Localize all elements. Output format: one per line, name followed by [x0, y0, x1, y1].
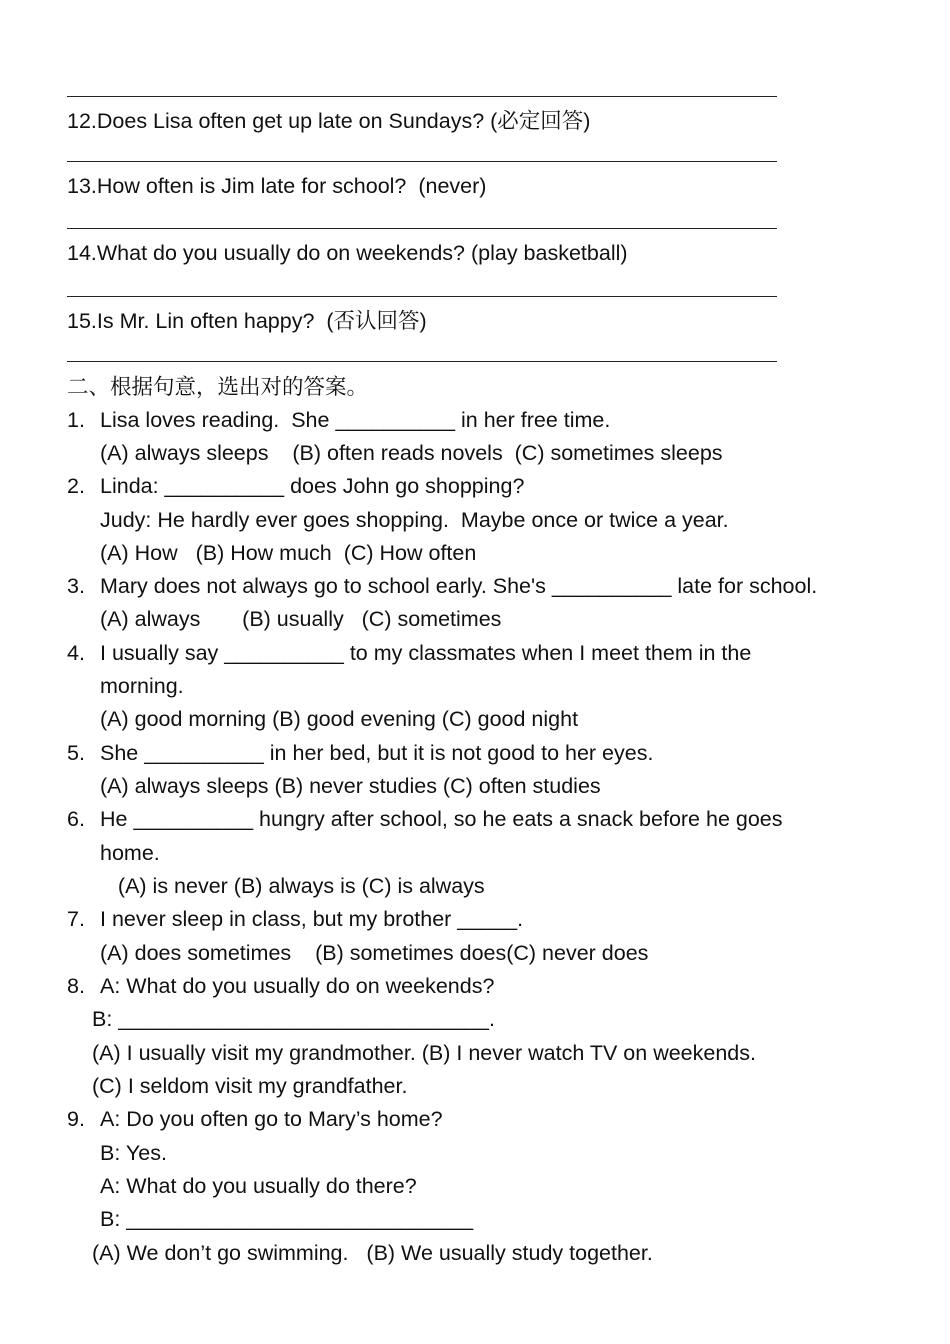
item-number: 1. [67, 408, 85, 432]
item-stem: home. [100, 841, 160, 865]
item-options: (A) I usually visit my grandmother. (B) I never watch TV on weekends. [92, 1041, 756, 1065]
item-stem: A: Do you often go to Mary’s home? [100, 1107, 443, 1131]
question-12: 12.Does Lisa often get up late on Sundays? (必定回答) [67, 109, 591, 133]
item-stem: I usually say __________ to my classmates when I meet them in the [100, 641, 752, 665]
item-options: (A) does sometimes (B) sometimes does(C) never does [100, 941, 649, 965]
item-stem: Judy: He hardly ever goes shopping. Maybe once or twice a year. [100, 508, 729, 532]
item-number: 7. [67, 907, 85, 931]
item-options: (A) is never (B) always is (C) is always [100, 874, 485, 898]
answer-line [67, 361, 777, 362]
question-15: 15.Is Mr. Lin often happy? (否认回答) [67, 309, 427, 333]
answer-line [67, 96, 777, 97]
item-options: (A) We don’t go swimming. (B) We usually study together. [92, 1241, 653, 1265]
item-stem: I never sleep in class, but my brother _____. [100, 907, 524, 931]
item-number: 4. [67, 641, 85, 665]
item-stem: B: _______________________________. [92, 1007, 495, 1031]
question-14: 14.What do you usually do on weekends? (play basketball) [67, 241, 628, 265]
item-number: 3. [67, 574, 85, 598]
item-options: (A) How (B) How much (C) How often [100, 541, 477, 565]
question-13: 13.How often is Jim late for school? (never) [67, 174, 487, 198]
item-stem: A: What do you usually do there? [100, 1174, 417, 1198]
item-stem: morning. [100, 674, 184, 698]
item-stem: B: Yes. [100, 1141, 167, 1165]
item-options: (A) always sleeps (B) often reads novels (C) sometimes sleeps [100, 441, 723, 465]
item-stem: A: What do you usually do on weekends? [100, 974, 495, 998]
item-stem: Lisa loves reading. She __________ in her free time. [100, 408, 611, 432]
answer-line [67, 296, 777, 297]
item-number: 9. [67, 1107, 85, 1131]
item-stem: Mary does not always go to school early. She's __________ late for school. [100, 574, 818, 598]
item-stem: She __________ in her bed, but it is not good to her eyes. [100, 741, 654, 765]
item-options: (A) good morning (B) good evening (C) good night [100, 707, 579, 731]
item-number: 8. [67, 974, 85, 998]
item-number: 6. [67, 807, 85, 831]
item-stem: Linda: __________ does John go shopping? [100, 474, 525, 498]
answer-line [67, 161, 777, 162]
item-stem: He __________ hungry after school, so he eats a snack before he goes [100, 807, 783, 831]
item-stem: B: _____________________________ [100, 1207, 474, 1231]
item-options: (C) I seldom visit my grandfather. [92, 1074, 408, 1098]
item-options: (A) always (B) usually (C) sometimes [100, 607, 502, 631]
section-heading: 二、根据句意，选出对的答案。 [67, 375, 369, 400]
answer-line [67, 228, 777, 229]
item-number: 5. [67, 741, 85, 765]
item-options: (A) always sleeps (B) never studies (C) often studies [100, 774, 601, 798]
item-number: 2. [67, 474, 85, 498]
